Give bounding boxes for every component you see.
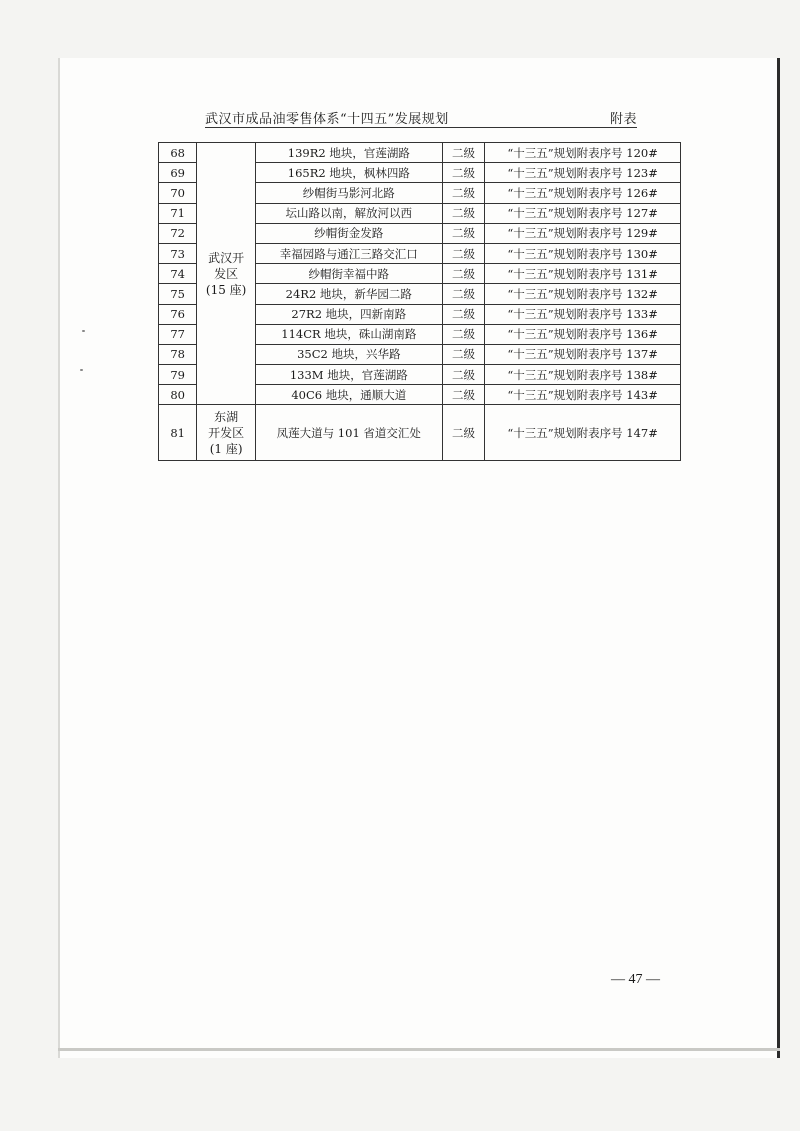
page-edge-left bbox=[58, 58, 60, 1058]
location-cell: 165R2 地块，枫林四路 bbox=[255, 163, 442, 183]
grade-cell: 二级 bbox=[442, 365, 484, 385]
location-cell: 133M 地块，官莲湖路 bbox=[255, 365, 442, 385]
row-index: 76 bbox=[159, 304, 197, 324]
note-cell: “十三五”规划附表序号 127# bbox=[485, 203, 681, 223]
row-index: 79 bbox=[159, 365, 197, 385]
row-index: 78 bbox=[159, 344, 197, 364]
row-index: 69 bbox=[159, 163, 197, 183]
header-rule bbox=[205, 127, 637, 128]
group-label-count: (1 座) bbox=[209, 441, 243, 456]
row-index: 72 bbox=[159, 223, 197, 243]
scan-speck bbox=[82, 330, 85, 332]
grade-cell: 二级 bbox=[442, 284, 484, 304]
page-edge-bottom bbox=[58, 1048, 780, 1051]
note-cell: “十三五”规划附表序号 120# bbox=[485, 143, 681, 163]
row-index: 73 bbox=[159, 243, 197, 263]
note-cell: “十三五”规划附表序号 123# bbox=[485, 163, 681, 183]
group-label-line: 武汉开 bbox=[208, 250, 245, 265]
group-label-line: 发区 bbox=[214, 266, 239, 281]
location-cell: 40C6 地块，通顺大道 bbox=[255, 385, 442, 405]
group-cell-donghu bbox=[197, 405, 256, 461]
location-cell: 114CR 地块，硃山湖南路 bbox=[255, 324, 442, 344]
group-cell-wuhan bbox=[197, 143, 256, 405]
header-title: 武汉市成品油零售体系“十四五”发展规划 bbox=[205, 112, 449, 127]
location-cell: 27R2 地块，四新南路 bbox=[255, 304, 442, 324]
page-edge-right bbox=[777, 58, 780, 1058]
location-cell: 纱帽街马影河北路 bbox=[255, 183, 442, 203]
row-index: 74 bbox=[159, 264, 197, 284]
location-cell: 坛山路以南，解放河以西 bbox=[255, 203, 442, 223]
station-table bbox=[158, 142, 681, 461]
location-cell: 纱帽街幸福中路 bbox=[255, 264, 442, 284]
location-cell: 139R2 地块，官莲湖路 bbox=[255, 143, 442, 163]
note-cell: “十三五”规划附表序号 147# bbox=[485, 405, 681, 461]
grade-cell: 二级 bbox=[442, 203, 484, 223]
table-row bbox=[159, 143, 681, 163]
header-section: 附表 bbox=[609, 112, 637, 127]
row-index: 71 bbox=[159, 203, 197, 223]
table-row bbox=[159, 405, 681, 461]
location-cell: 24R2 地块，新华园二路 bbox=[255, 284, 442, 304]
note-cell: “十三五”规划附表序号 143# bbox=[485, 385, 681, 405]
location-cell: 35C2 地块，兴华路 bbox=[255, 344, 442, 364]
grade-cell: 二级 bbox=[442, 223, 484, 243]
grade-cell: 二级 bbox=[442, 405, 484, 461]
grade-cell: 二级 bbox=[442, 385, 484, 405]
grade-cell: 二级 bbox=[442, 324, 484, 344]
note-cell: “十三五”规划附表序号 126# bbox=[485, 183, 681, 203]
note-cell: “十三五”规划附表序号 132# bbox=[485, 284, 681, 304]
grade-cell: 二级 bbox=[442, 304, 484, 324]
grade-cell: 二级 bbox=[442, 143, 484, 163]
location-cell: 纱帽街金发路 bbox=[255, 223, 442, 243]
note-cell: “十三五”规划附表序号 137# bbox=[485, 344, 681, 364]
grade-cell: 二级 bbox=[442, 264, 484, 284]
row-index: 80 bbox=[159, 385, 197, 405]
location-cell: 凤莲大道与 101 省道交汇处 bbox=[255, 405, 442, 461]
scan-speck bbox=[80, 369, 83, 371]
row-index: 75 bbox=[159, 284, 197, 304]
grade-cell: 二级 bbox=[442, 344, 484, 364]
note-cell: “十三五”规划附表序号 130# bbox=[485, 243, 681, 263]
row-index: 81 bbox=[159, 405, 197, 461]
grade-cell: 二级 bbox=[442, 243, 484, 263]
note-cell: “十三五”规划附表序号 136# bbox=[485, 324, 681, 344]
row-index: 70 bbox=[159, 183, 197, 203]
note-cell: “十三五”规划附表序号 131# bbox=[485, 264, 681, 284]
group-label-line: 开发区 bbox=[208, 425, 245, 440]
note-cell: “十三五”规划附表序号 133# bbox=[485, 304, 681, 324]
grade-cell: 二级 bbox=[442, 163, 484, 183]
group-label-line: 东湖 bbox=[214, 409, 239, 424]
group-label-count: (15 座) bbox=[205, 282, 247, 297]
note-cell: “十三五”规划附表序号 138# bbox=[485, 365, 681, 385]
page-number: — 47 — bbox=[611, 972, 660, 987]
location-cell: 幸福园路与通江三路交汇口 bbox=[255, 243, 442, 263]
row-index: 77 bbox=[159, 324, 197, 344]
row-index: 68 bbox=[159, 143, 197, 163]
grade-cell: 二级 bbox=[442, 183, 484, 203]
note-cell: “十三五”规划附表序号 129# bbox=[485, 223, 681, 243]
